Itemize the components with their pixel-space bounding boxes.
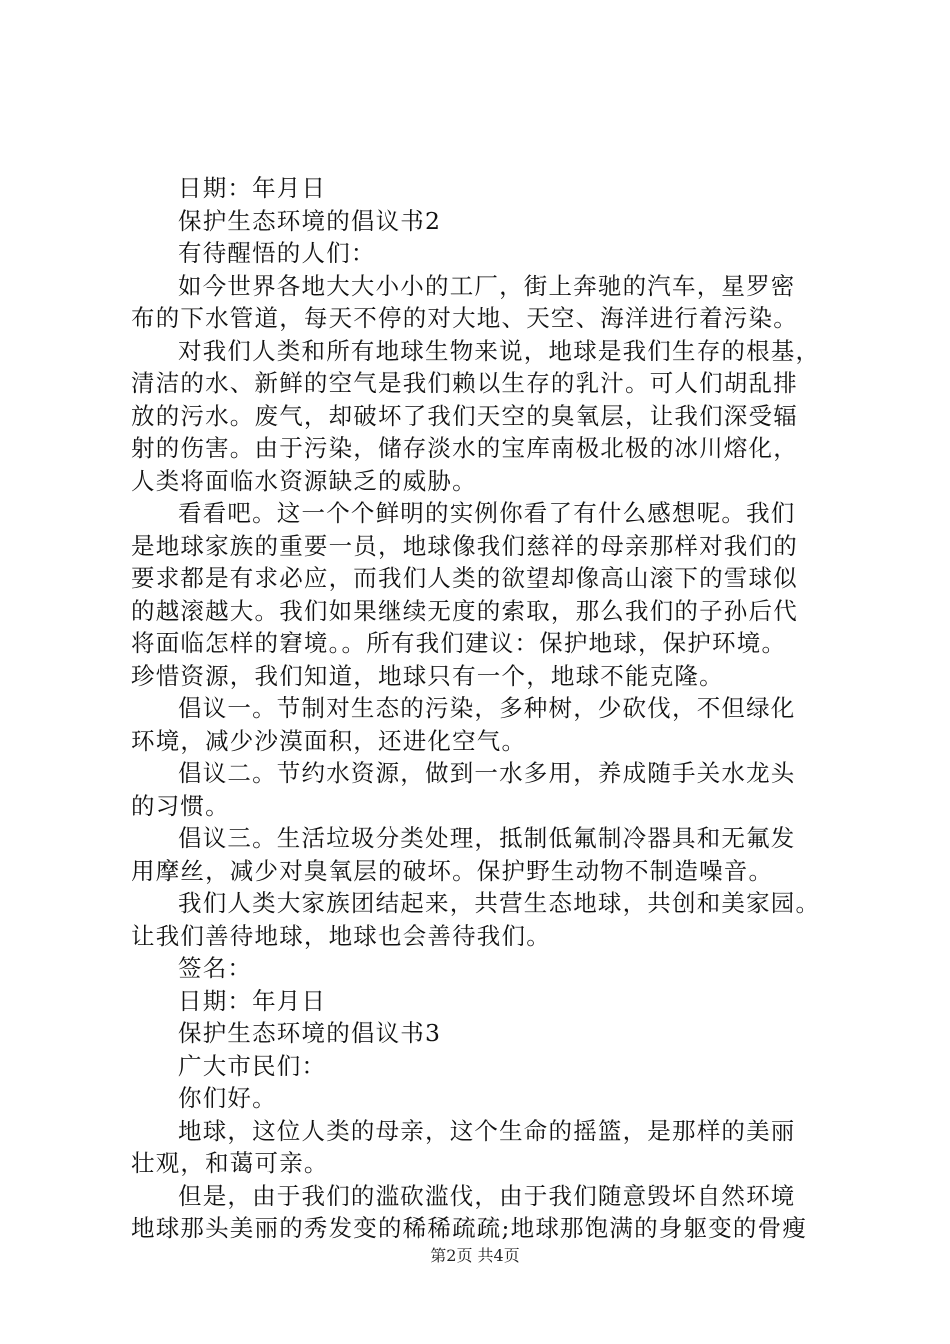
text-line: 的习惯。: [131, 791, 230, 820]
text-line: 的越滚越大。我们如果继续无度的索取，那么我们的子孙后代: [131, 596, 798, 625]
text-line: 我们人类大家族团结起来，共营生态地球，共创和美家园。: [178, 889, 821, 917]
text-line: 地球那头美丽的秀发变的稀稀疏疏;地球那饱满的身躯变的骨瘦: [131, 1214, 808, 1242]
text-line: 对我们人类和所有地球生物来说，地球是我们生存的根基，: [178, 336, 821, 365]
text-line: 环境，减少沙漠面积，还进化空气。: [131, 726, 527, 755]
text-line: 日期：年月日: [178, 174, 327, 202]
text-line: 日期：年月日: [178, 986, 327, 1015]
text-line: 保护生态环境的倡议书2: [178, 206, 442, 235]
page-footer: [0, 1246, 950, 1266]
text-line: 放的污水。废气，却破坏了我们天空的臭氧层，让我们深受辐: [131, 401, 798, 430]
text-line: 珍惜资源，我们知道，地球只有一个，地球不能克隆。: [131, 661, 724, 690]
text-line: 如今世界各地大大小小的工厂，街上奔驰的汽车，星罗密: [178, 271, 796, 300]
text-line: 地球，这位人类的母亲，这个生命的摇篮，是那样的美丽: [178, 1116, 796, 1145]
text-line: 要求都是有求必应，而我们人类的欲望却像高山滚下的雪球似: [131, 564, 798, 592]
text-line: 保护生态环境的倡议书3: [178, 1019, 442, 1047]
text-line: 壮观，和蔼可亲。: [131, 1149, 329, 1177]
text-line: 你们好。: [178, 1084, 277, 1112]
text-line: 清洁的水、新鲜的空气是我们赖以生存的乳汁。可人们胡乱排: [131, 369, 798, 397]
text-line: 射的伤害。由于污染，储存淡水的宝库南极北极的冰川熔化，: [131, 434, 798, 462]
document-body: [131, 172, 831, 1245]
text-line: 让我们善待地球，地球也会善待我们。: [131, 921, 551, 950]
text-line: 将面临怎样的窘境。。所有我们建议：保护地球，保护环境。: [131, 629, 787, 657]
text-line: 倡议三。生活垃圾分类处理，抵制低氟制冷器具和无氟发: [178, 824, 796, 852]
page-number: 第2页 共4页: [430, 1246, 520, 1265]
text-line: 倡议二。节约水资源，做到一水多用，养成随手关水龙头: [178, 759, 796, 787]
text-line: 布的下水管道，每天不停的对大地、天空、海洋进行着污染。: [131, 304, 798, 332]
text-line: 人类将面临水资源缺乏的威胁。: [131, 466, 477, 495]
text-line: 但是，由于我们的滥砍滥伐，由于我们随意毁坏自然环境: [178, 1181, 796, 1210]
text-line: 广大市民们：: [178, 1051, 327, 1080]
text-line: 有待醒悟的人们：: [178, 239, 376, 267]
text-line: 是地球家族的重要一员，地球像我们慈祥的母亲那样对我们的: [131, 531, 798, 560]
text-line: 看看吧。这一个个鲜明的实例你看了有什么感想呢。我们: [178, 499, 796, 527]
text-line: 倡议一。节制对生态的污染，多种树，少砍伐，不但绿化: [178, 694, 796, 722]
text-line: 签名：: [178, 954, 253, 982]
text-line: 用摩丝，减少对臭氧层的破坏。保护野生动物不制造噪音。: [131, 856, 774, 885]
